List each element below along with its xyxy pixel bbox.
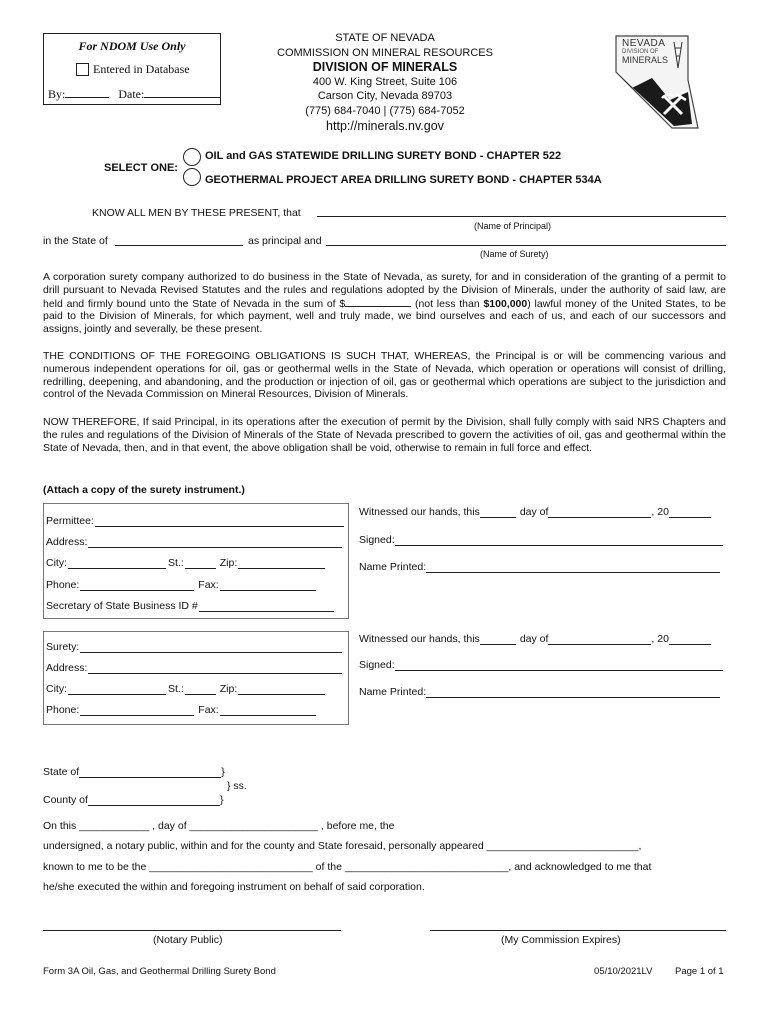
- footer-form-name: Form 3A Oil, Gas, and Geothermal Drilling Surety Bond: [43, 966, 276, 977]
- notary-public-caption: (Notary Public): [153, 934, 223, 946]
- permittee-zip-field[interactable]: [238, 557, 325, 569]
- notary-county-row: County of }: [43, 794, 224, 806]
- notary-executed: he/she executed the within and foregoing instrument on behalf of said corporation.: [43, 881, 425, 893]
- date-label: Date:: [118, 87, 145, 101]
- permittee-address-field[interactable]: [88, 536, 342, 548]
- permittee-witnessed-row: Witnessed our hands, this day of , 20: [359, 506, 711, 518]
- permittee-address-row: Address:: [46, 536, 342, 548]
- permittee-city-row: City: St.: Zip:: [46, 557, 325, 569]
- header-phone: (775) 684-7040 | (775) 684-7052: [305, 104, 465, 117]
- entered-database-label: Entered in Database: [93, 62, 190, 76]
- permittee-signed-field[interactable]: [395, 534, 723, 546]
- surety-witness-day-field[interactable]: [480, 633, 516, 645]
- notary-ss: } ss.: [227, 780, 247, 792]
- agency-header: [250, 31, 520, 133]
- know-all-men: KNOW ALL MEN BY THESE PRESENT, that: [92, 207, 301, 219]
- permittee-city-field[interactable]: [68, 557, 166, 569]
- notary-county-field[interactable]: [88, 794, 220, 806]
- permittee-field[interactable]: [95, 515, 344, 527]
- attach-note: (Attach a copy of the surety instrument.): [43, 484, 245, 496]
- surety-name-field[interactable]: [326, 234, 726, 246]
- permittee-phone-field[interactable]: [80, 579, 194, 591]
- surety-phone-field[interactable]: [80, 704, 194, 716]
- date-field[interactable]: [144, 87, 220, 98]
- permittee-state-field[interactable]: [185, 557, 216, 569]
- logo-minerals: MINERALS: [622, 55, 669, 65]
- entered-database-checkbox[interactable]: [76, 63, 89, 76]
- notary-on-this: On this ____________ , day of ______________________ , before me, the: [43, 820, 395, 832]
- surety-name-printed-field[interactable]: [426, 686, 720, 698]
- geothermal-option: GEOTHERMAL PROJECT AREA DRILLING SURETY BOND - CHAPTER 534A: [205, 174, 602, 186]
- permittee-name-printed-field[interactable]: [426, 561, 720, 573]
- permittee-name-printed-row: Name Printed:: [359, 561, 720, 573]
- principal-caption: (Name of Principal): [474, 221, 552, 231]
- footer-date: 05/10/2021LV: [594, 966, 653, 977]
- surety-witness-year-field[interactable]: [669, 633, 711, 645]
- commission-expires-field[interactable]: [430, 921, 726, 931]
- permittee-witness-month-field[interactable]: [548, 506, 651, 518]
- geothermal-radio[interactable]: [183, 168, 201, 186]
- surety-caption: (Name of Surety): [480, 249, 549, 259]
- surety-name-printed-row: Name Printed:: [359, 686, 720, 698]
- surety-fax-field[interactable]: [220, 704, 316, 716]
- by-label: By:: [48, 87, 66, 101]
- permittee-witness-year-field[interactable]: [669, 506, 711, 518]
- entered-in-database: [76, 62, 190, 77]
- surety-signed-field[interactable]: [395, 659, 723, 671]
- sos-id-row: Secretary of State Business ID #: [46, 600, 334, 612]
- surety-signed-row: Signed:: [359, 659, 723, 671]
- header-address1: 400 W. King Street, Suite 106: [312, 75, 458, 88]
- notary-known-to-me: known to me to be the ____________________________ of the ____________________________, and acknowledged to me that: [43, 861, 652, 873]
- permittee-fax-field[interactable]: [220, 579, 316, 591]
- surety-city-field[interactable]: [68, 683, 166, 695]
- footer-page: Page 1 of 1: [675, 966, 724, 977]
- select-one-label: SELECT ONE:: [104, 162, 178, 174]
- oil-gas-option: OIL and GAS STATEWIDE DRILLING SURETY BOND - CHAPTER 522: [205, 150, 562, 162]
- nevada-minerals-logo: [612, 28, 702, 136]
- bond-paragraph-3: NOW THEREFORE, If said Principal, in its operations after the execution of permit by the Division, shall fully comply with said NRS Chapters and the rules and regulations of the Division of Minerals of the State of Nevada prescribed to govern the activities of oil, gas and geothermal within the State of Nevada, then, and in that event, the above obligation shall be void, otherwise to remain in full force and effect.: [43, 416, 726, 454]
- permittee-row: Permittee:: [46, 515, 344, 527]
- surety-row: Surety:: [46, 641, 342, 653]
- sos-id-field[interactable]: [199, 600, 334, 612]
- surety-state-field[interactable]: [185, 683, 216, 695]
- by-field[interactable]: [65, 87, 109, 98]
- principal-name-field[interactable]: [317, 205, 726, 217]
- bond-sum-field[interactable]: [345, 297, 411, 307]
- bond-paragraph-2: THE CONDITIONS OF THE FOREGOING OBLIGATIONS IS SUCH THAT, WHEREAS, the Principal is or will be commencing various and numerous independent operations for oil, gas or geothermal wells in the State of Nevada, which operation or operations will consist of drilling, redrilling, deepening, and abandoning, and the production or injection of oil, gas or geothermal which operations are subject to the jurisdiction and control of the Nevada Commission on Mineral Resources, Division of Minerals.: [43, 350, 726, 401]
- logo-division-of: DIVISION OF: [622, 49, 659, 55]
- header-division: DIVISION OF MINERALS: [312, 60, 458, 75]
- surety-box: [43, 631, 349, 725]
- state-field[interactable]: [115, 234, 243, 246]
- surety-address-field[interactable]: [88, 662, 342, 674]
- header-commission: COMMISSION ON MINERAL RESOURCES: [277, 46, 493, 59]
- surety-witnessed-row: Witnessed our hands, this day of , 20: [359, 633, 711, 645]
- surety-zip-field[interactable]: [238, 683, 325, 695]
- commission-expires-caption: (My Commission Expires): [501, 934, 621, 946]
- ndom-by-date: [48, 87, 220, 102]
- notary-signature-field[interactable]: [43, 921, 341, 931]
- as-principal-label: as principal and: [248, 235, 322, 247]
- oil-gas-radio[interactable]: [183, 148, 201, 166]
- notary-state-field[interactable]: [79, 766, 221, 778]
- bond-paragraph-1: A corporation surety company authorized to do business in the State of Nevada, as surety, for and in consideration of the granting of a permit to drill pursuant to Nevada Revised Statutes and the rules and regulations adopted by the Division of Minerals, under the authority of said law, are held and firmly bound unto the State of Nevada in the sum of $ (not less than $100,000) lawful money of the United States, to be paid to the Division of Minerals, for which payment, well and truly made, we bind ourselves and each of us, and each of our successors and assigns, jointly and severally, be these present.: [43, 271, 726, 336]
- notary-state-row: State of }: [43, 766, 225, 778]
- logo-nevada: NEVADA: [622, 38, 666, 49]
- header-website[interactable]: http://minerals.nv.gov: [326, 118, 444, 133]
- surety-witness-month-field[interactable]: [548, 633, 651, 645]
- surety-city-row: City: St.: Zip:: [46, 683, 325, 695]
- permittee-signed-row: Signed:: [359, 534, 723, 546]
- permittee-box: [43, 503, 349, 619]
- notary-undersigned: undersigned, a notary public, within and for the county and State foresaid, personally appeared __________________________,: [43, 840, 642, 852]
- surety-address-row: Address:: [46, 662, 342, 674]
- ndom-use-box: [43, 33, 221, 105]
- header-address2: Carson City, Nevada 89703: [317, 90, 453, 103]
- header-state: STATE OF NEVADA: [335, 32, 435, 44]
- surety-field[interactable]: [80, 641, 342, 653]
- in-state-of-label: in the State of: [43, 235, 108, 247]
- ndom-title: For NDOM Use Only: [78, 39, 186, 53]
- surety-phone-row: Phone: Fax:: [46, 704, 316, 716]
- permittee-phone-row: Phone: Fax:: [46, 579, 316, 591]
- permittee-witness-day-field[interactable]: [480, 506, 516, 518]
